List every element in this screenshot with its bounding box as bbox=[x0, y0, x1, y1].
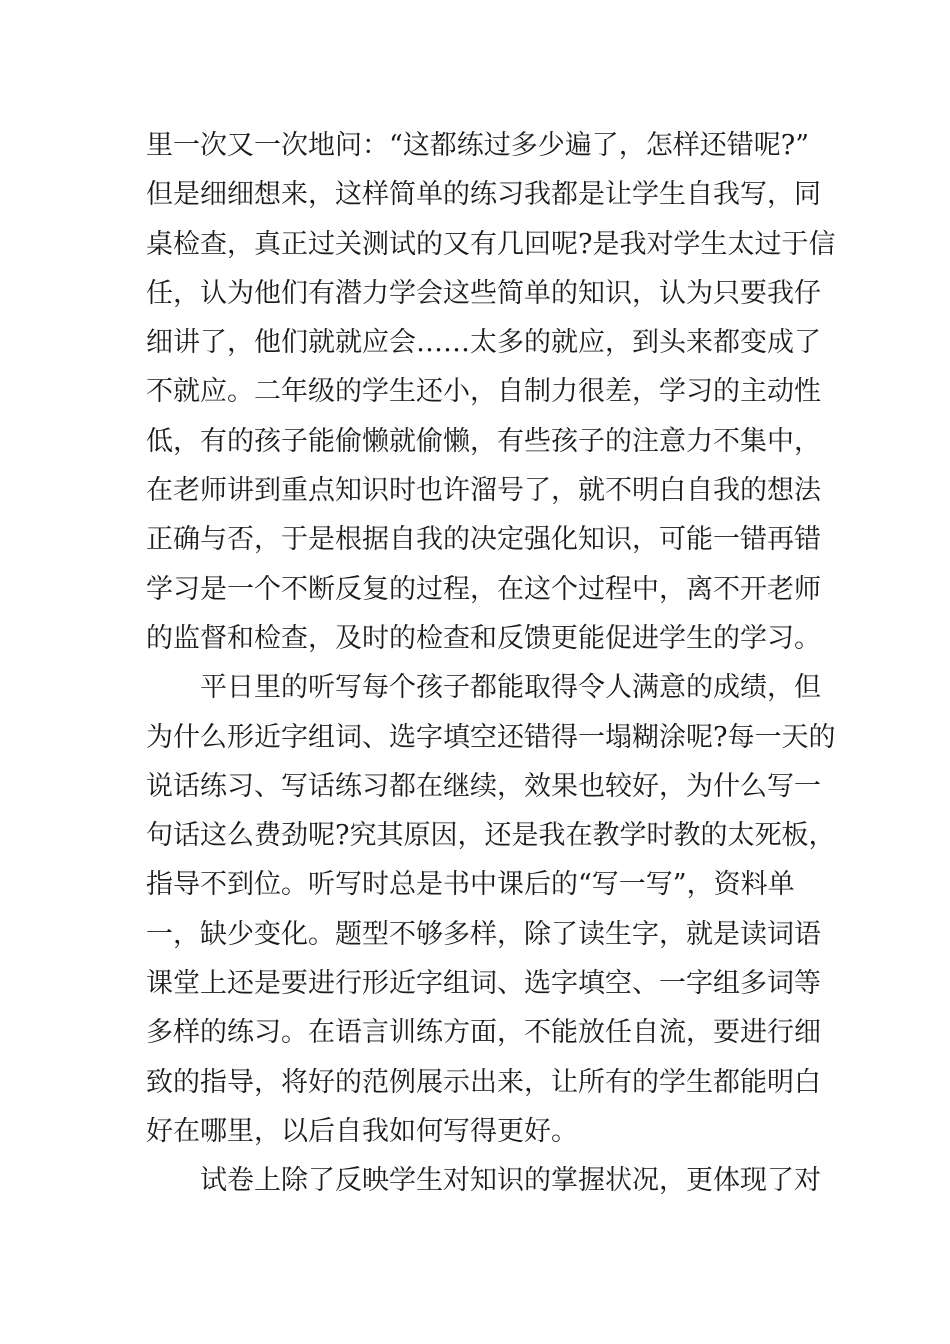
text-line: 低，有的孩子能偷懒就偷懒，有些孩子的注意力不集中， bbox=[146, 425, 821, 457]
text-line: 桌检查，真正过关测试的又有几回呢?是我对学生太过于信 bbox=[146, 228, 836, 260]
text-line: 多样的练习。在语言训练方面，不能放任自流，要进行细 bbox=[146, 1017, 821, 1049]
text-line: 不就应。二年级的学生还小，自制力很差，学习的主动性 bbox=[146, 376, 821, 408]
text-line: 句话这么费劲呢?究其原因，还是我在教学时教的太死板， bbox=[146, 820, 836, 852]
text-line: 课堂上还是要进行形近字组词、选字填空、一字组多词等 bbox=[146, 968, 821, 1000]
text-line: 里一次又一次地问：“这都练过多少遍了，怎样还错呢?” bbox=[146, 130, 810, 161]
text-line: 但是细细想来，这样简单的练习我都是让学生自我写，同 bbox=[146, 179, 821, 211]
body-text bbox=[146, 121, 836, 1206]
text-line: 在老师讲到重点知识时也许溜号了，就不明白自我的想法 bbox=[146, 475, 821, 507]
text-line: 任，认为他们有潜力学会这些简单的知识，认为只要我仔 bbox=[146, 277, 821, 309]
text-line: 指导不到位。听写时总是书中课后的“写一写”，资料单 bbox=[146, 869, 795, 901]
paragraph-start-line: 平日里的听写每个孩子都能取得令人满意的成绩，但 bbox=[200, 672, 821, 704]
text-line: 学习是一个不断反复的过程，在这个过程中，离不开老师 bbox=[146, 573, 821, 605]
paragraph-start-line: 试卷上除了反映学生对知识的掌握状况，更体现了对 bbox=[200, 1165, 821, 1197]
text-line: 好在哪里，以后自我如何写得更好。 bbox=[146, 1115, 578, 1147]
text-line: 正确与否，于是根据自我的决定强化知识，可能一错再错 bbox=[146, 524, 821, 556]
text-line: 致的指导，将好的范例展示出来，让所有的学生都能明白 bbox=[146, 1066, 821, 1098]
text-line: 一，缺少变化。题型不够多样，除了读生字，就是读词语 bbox=[146, 918, 821, 950]
text-line: 细讲了，他们就就应会……太多的就应，到头来都变成了 bbox=[146, 327, 821, 359]
text-line: 说话练习、写话练习都在继续，效果也较好，为什么写一 bbox=[146, 770, 821, 802]
text-line: 的监督和检查，及时的检查和反馈更能促进学生的学习。 bbox=[146, 622, 821, 654]
text-line: 为什么形近字组词、选字填空还错得一塌糊涂呢?每一天的 bbox=[146, 721, 836, 753]
